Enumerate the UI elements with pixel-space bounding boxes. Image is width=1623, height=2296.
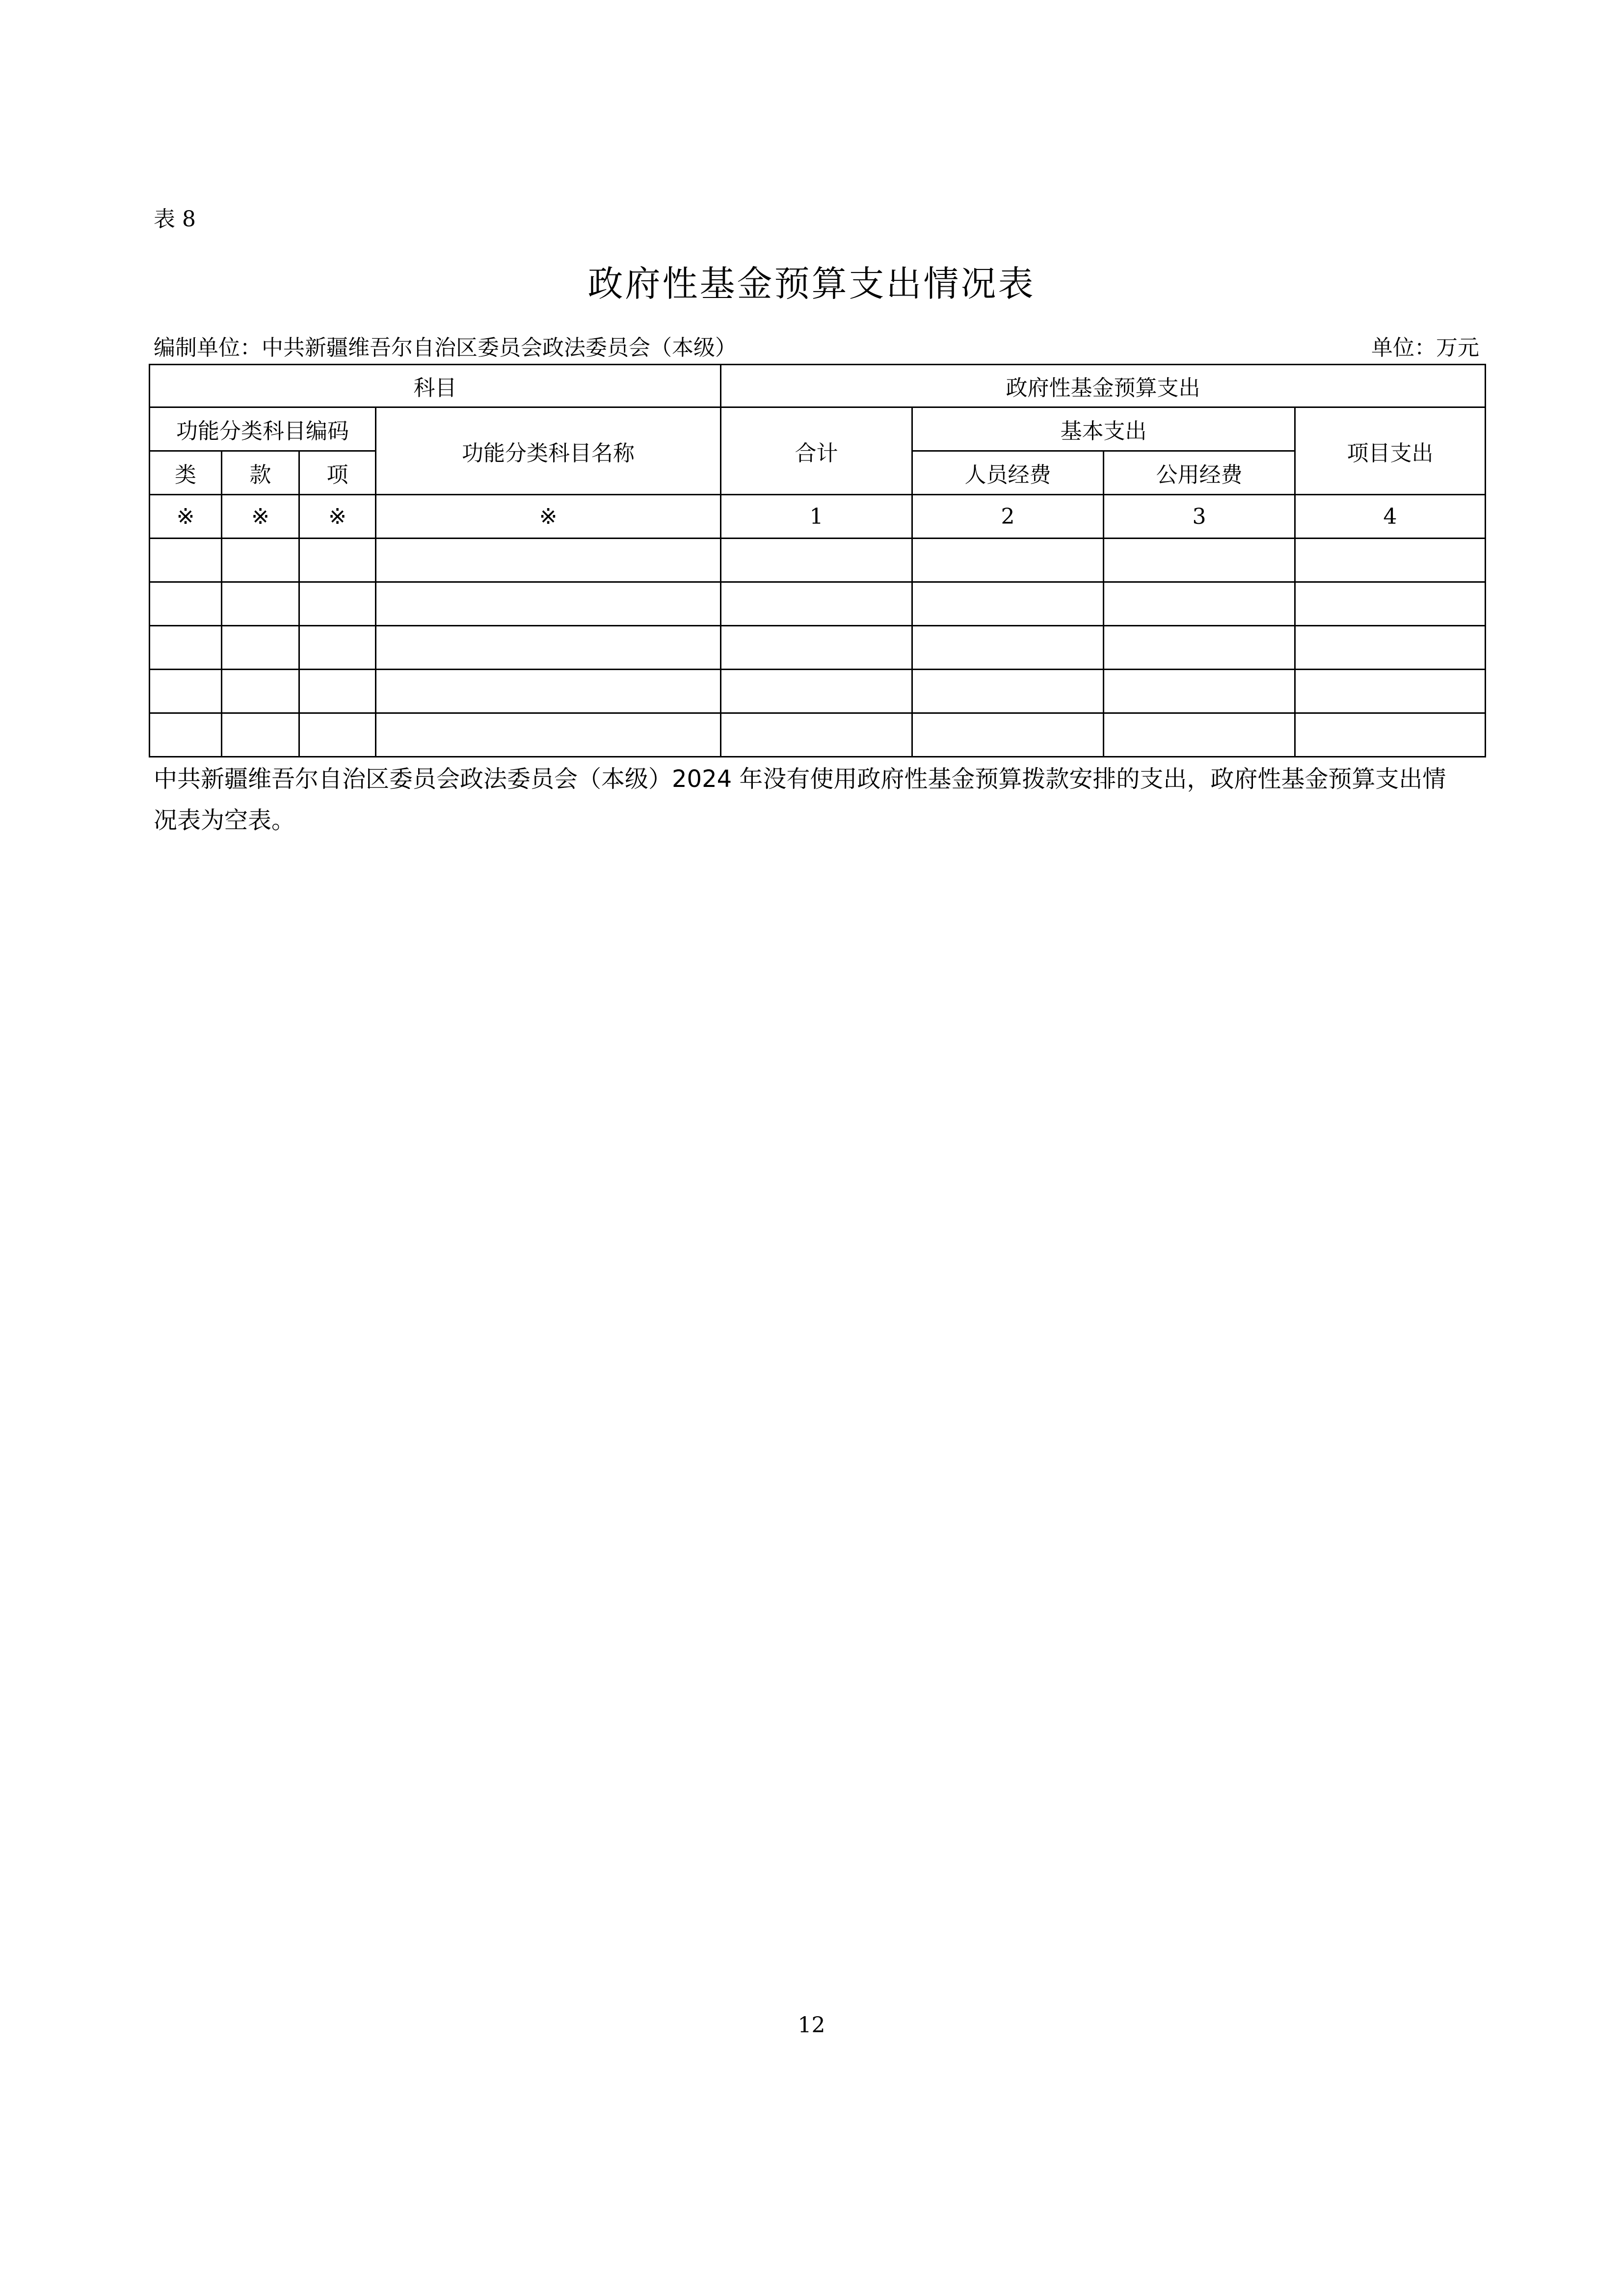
number-cell: ※ — [150, 495, 222, 539]
number-cell: 2 — [912, 495, 1104, 539]
empty-table-note: 中共新疆维吾尔自治区委员会政法委员会（本级）2024 年没有使用政府性基金预算拨款安排的支出，政府性基金预算支出情况表为空表。 — [154, 765, 1446, 834]
header-personnel: 人员经费 — [912, 451, 1104, 495]
header-xiang: 项 — [299, 451, 376, 495]
header-lei: 类 — [150, 451, 222, 495]
header-public: 公用经费 — [1104, 451, 1295, 495]
expenditure-table — [149, 364, 1486, 757]
header-kuan: 款 — [222, 451, 299, 495]
header-expenditure: 政府性基金预算支出 — [721, 365, 1486, 407]
table-row — [150, 539, 1486, 582]
number-cell: 4 — [1295, 495, 1486, 539]
number-row — [150, 495, 1486, 539]
number-cell: 1 — [721, 495, 912, 539]
header-basic: 基本支出 — [912, 407, 1295, 451]
header-total: 合计 — [721, 407, 912, 495]
number-cell: ※ — [222, 495, 299, 539]
header-subject: 科目 — [150, 365, 721, 407]
number-cell: ※ — [299, 495, 376, 539]
table-row — [150, 670, 1486, 713]
currency-unit: 单位：万元 — [1371, 335, 1479, 360]
table-label: 表 8 — [154, 207, 196, 232]
header-func-name: 功能分类科目名称 — [376, 407, 721, 495]
number-cell: ※ — [376, 495, 721, 539]
table-row — [150, 713, 1486, 757]
table-row — [150, 626, 1486, 670]
header-project: 项目支出 — [1295, 407, 1486, 495]
number-cell: 3 — [1104, 495, 1295, 539]
table-row — [150, 582, 1486, 626]
page-title: 政府性基金预算支出情况表 — [587, 263, 1036, 304]
header-func-code: 功能分类科目编码 — [150, 407, 376, 451]
page-number: 12 — [798, 2013, 825, 2038]
compiling-unit: 编制单位：中共新疆维吾尔自治区委员会政法委员会（本级） — [154, 335, 737, 360]
